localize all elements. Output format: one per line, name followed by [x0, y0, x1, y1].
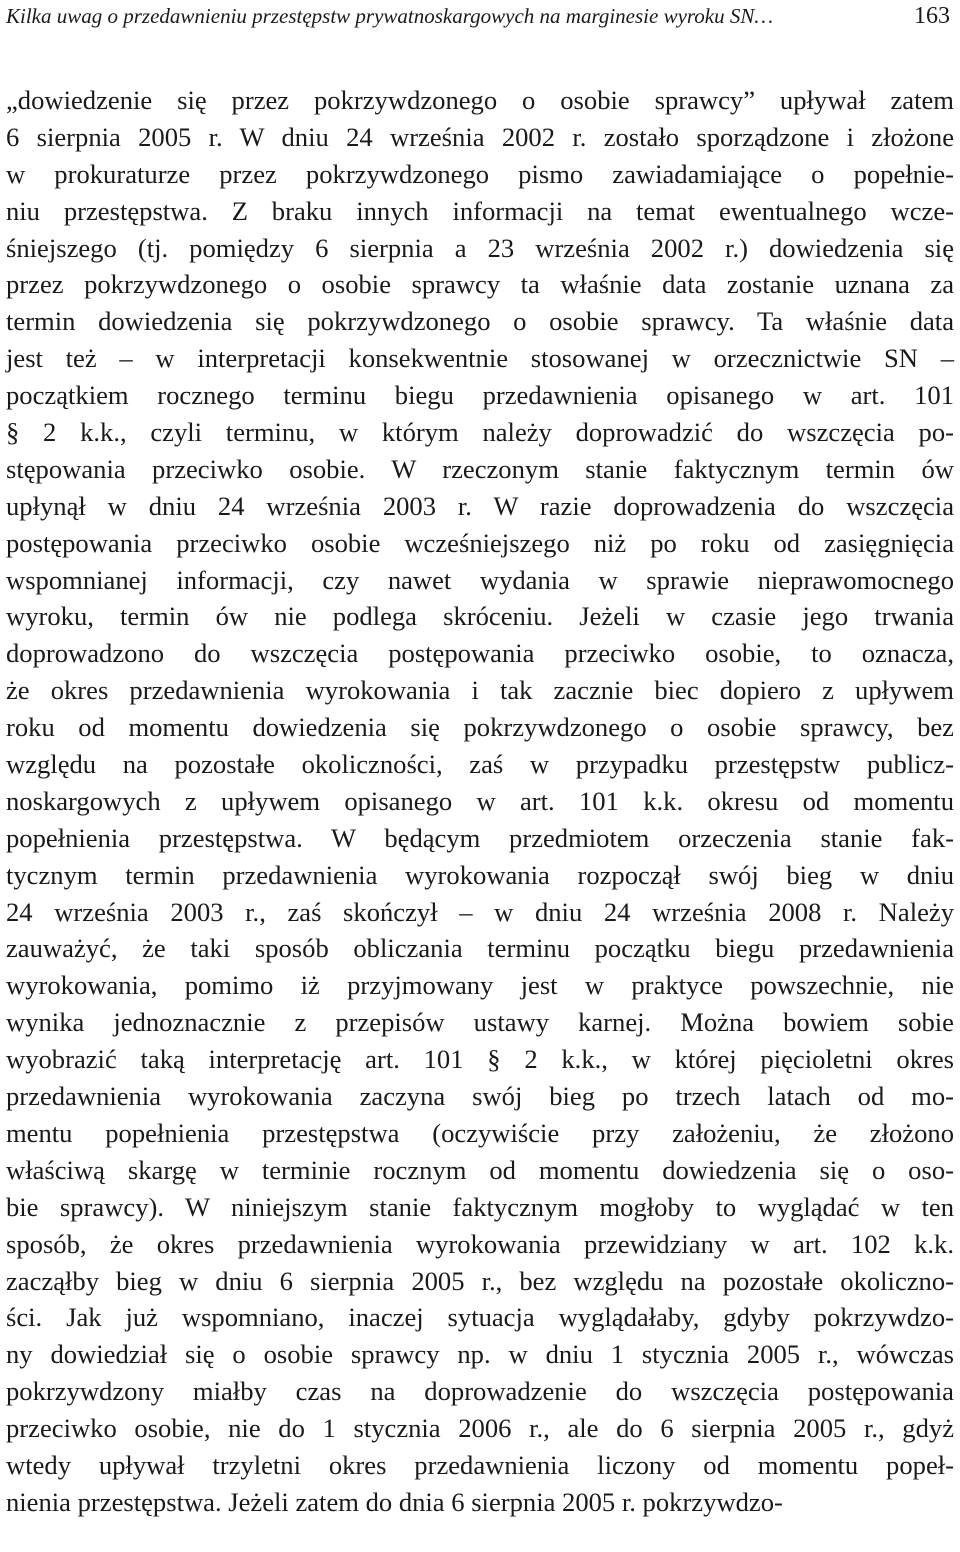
text-line: „dowiedzenie się przez pokrzywdzonego o osobie sprawcy” upływał zatem	[6, 85, 954, 115]
text-line: wtedy upływał trzyletni okres przedawnienia liczony od momentu popeł-	[6, 1449, 954, 1480]
text-line: 24 września 2003 r., zaś skończył – w dniu 24 września 2008 r. Należy	[6, 896, 954, 927]
page-number: 163	[914, 3, 950, 29]
text-line: wynika jednoznacznie z przepisów ustawy karnej. Można bowiem sobie	[6, 1007, 954, 1038]
text-line: bie sprawcy). W niniejszym stanie faktycznym mogłoby to wyglądać w ten	[6, 1191, 954, 1222]
text-line: wyrokowania, pomimo iż przyjmowany jest w praktyce powszechnie, nie	[6, 970, 954, 1001]
text-line: roku od momentu dowiedzenia się pokrzywdzonego o osobie sprawcy, bez	[6, 712, 954, 743]
text-line: termin dowiedzenia się pokrzywdzonego o osobie sprawcy. Ta właśnie data	[6, 306, 954, 337]
text-line: § 2 k.k., czyli terminu, w którym należy doprowadzić do wszczęcia po-	[6, 417, 954, 448]
text-line: 6 sierpnia 2005 r. W dniu 24 września 2002 r. zostało sporządzone i złożone	[6, 121, 954, 152]
body-paragraph	[6, 82, 954, 1521]
text-line: ny dowiedział się o osobie sprawcy np. w dniu 1 stycznia 2005 r., wówczas	[6, 1339, 954, 1370]
text-line: sposób, że okres przedawnienia wyrokowania przewidziany w art. 102 k.k.	[6, 1228, 954, 1259]
text-line: wyroku, termin ów nie podlega skróceniu. Jeżeli w czasie jego trwania	[6, 601, 954, 632]
text-line: nienia przestępstwa. Jeżeli zatem do dnia 6 sierpnia 2005 r. pokrzywdzo-	[6, 1486, 783, 1517]
text-line: doprowadzono do wszczęcia postępowania przeciwko osobie, to oznacza,	[6, 638, 954, 669]
text-line: stępowania przeciwko osobie. W rzeczonym stanie faktycznym termin ów	[6, 453, 954, 484]
text-line: przez pokrzywdzonego o osobie sprawcy ta właśnie data zostanie uznana za	[6, 269, 954, 300]
text-line: noskargowych z upływem opisanego w art. 101 k.k. okresu od momentu	[6, 785, 954, 816]
text-line: początkiem rocznego terminu biegu przedawnienia opisanego w art. 101	[6, 380, 954, 411]
running-header	[6, 0, 954, 32]
text-line: że okres przedawnienia wyrokowania i tak zacznie biec dopiero z upływem	[6, 675, 954, 706]
text-line: tycznym termin przedawnienia wyrokowania rozpoczął swój bieg w dniu	[6, 859, 954, 890]
text-line: mentu popełnienia przestępstwa (oczywiście przy założeniu, że złożono	[6, 1117, 954, 1148]
text-line: zacząłby bieg w dniu 6 sierpnia 2005 r., bez względu na pozostałe okoliczno-	[6, 1265, 954, 1296]
text-line: ści. Jak już wspomniano, inaczej sytuacja wyglądałaby, gdyby pokrzywdzo-	[6, 1302, 954, 1333]
text-line: upłynął w dniu 24 września 2003 r. W razie doprowadzenia do wszczęcia	[6, 490, 954, 521]
text-line: właściwą skargę w terminie rocznym od momentu dowiedzenia się o oso-	[6, 1154, 954, 1185]
text-line: w prokuraturze przez pokrzywdzonego pismo zawiadamiające o popełnie-	[6, 158, 954, 189]
running-title: Kilka uwag o przedawnieniu przestępstw prywatnoskargowych na marginesie wyroku SN…	[6, 4, 774, 28]
text-line: zauważyć, że taki sposób obliczania terminu początku biegu przedawnienia	[6, 933, 954, 964]
text-line: przeciwko osobie, nie do 1 stycznia 2006 r., ale do 6 sierpnia 2005 r., gdyż	[6, 1413, 954, 1444]
text-line: pokrzywdzony miałby czas na doprowadzenie do wszczęcia postępowania	[6, 1376, 954, 1407]
text-line: postępowania przeciwko osobie wcześniejszego niż po roku od zasięgnięcia	[6, 527, 954, 558]
text-line: wspomnianej informacji, czy nawet wydania w sprawie nieprawomocnego	[6, 564, 954, 595]
text-line: przedawnienia wyrokowania zaczyna swój bieg po trzech latach od mo-	[6, 1081, 954, 1112]
text-line: względu na pozostałe okoliczności, zaś w przypadku przestępstw publicz-	[6, 749, 954, 780]
text-line: wyobrazić taką interpretację art. 101 § 2 k.k., w której pięcioletni okres	[6, 1044, 954, 1075]
text-line: jest też – w interpretacji konsekwentnie stosowanej w orzecznictwie SN –	[6, 343, 954, 374]
text-line: popełnienia przestępstwa. W będącym przedmiotem orzeczenia stanie fak-	[6, 822, 954, 853]
text-line: niu przestępstwa. Z braku innych informacji na temat ewentualnego wcze-	[6, 195, 954, 226]
text-line: śniejszego (tj. pomiędzy 6 sierpnia a 23 września 2002 r.) dowiedzenia się	[6, 232, 954, 263]
